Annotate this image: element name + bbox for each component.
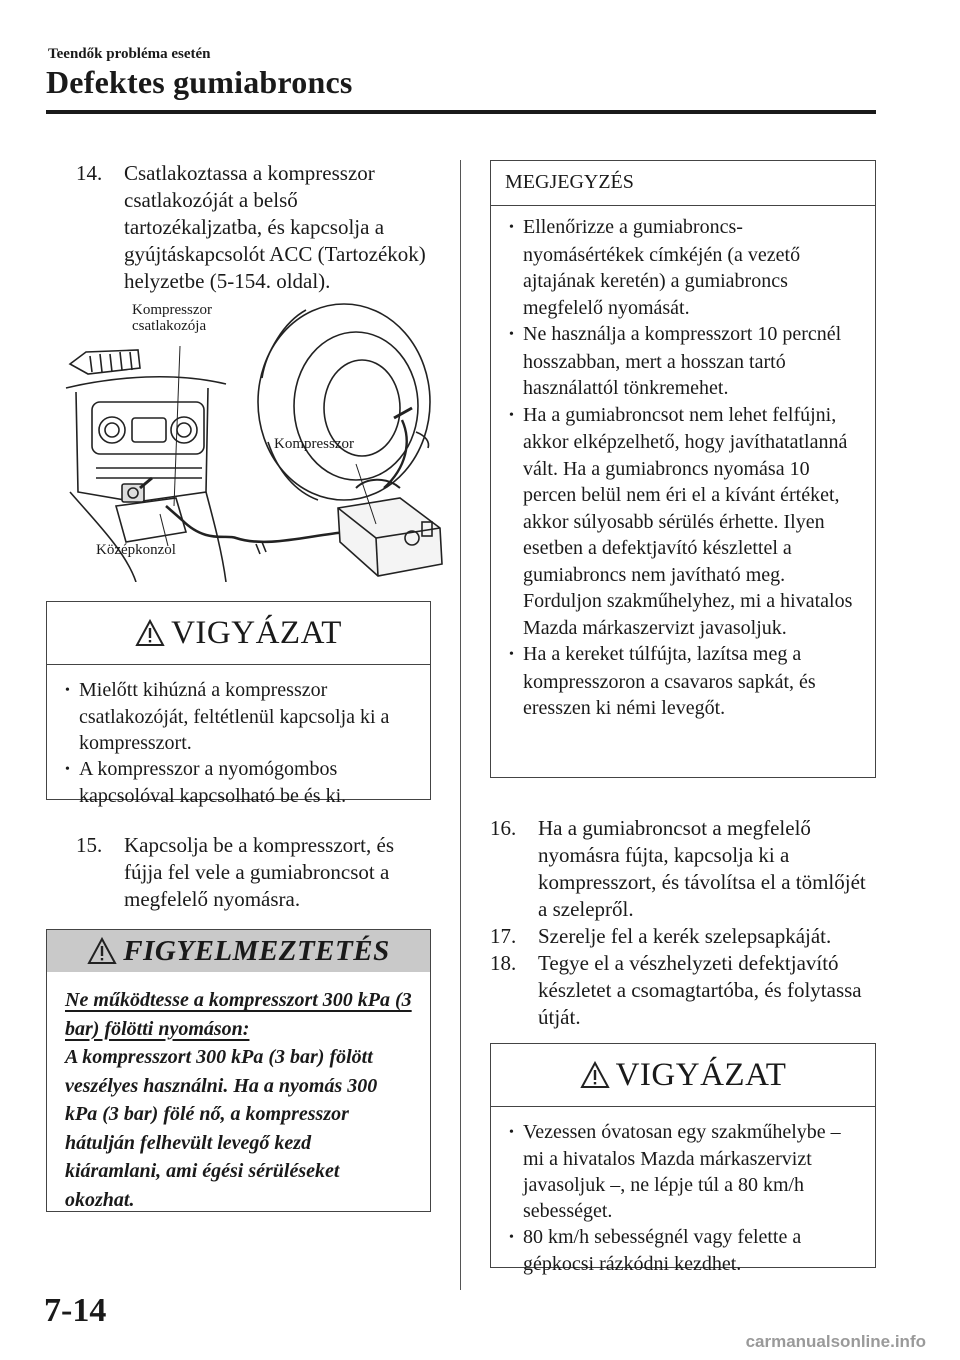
label-connector-line1: Kompresszor [132,302,212,318]
page-title: Defektes gumiabroncs [46,64,353,100]
list-item: • 80 km/h sebességnél vagy felette a gépkocsi rázkódni kezdhet. [509,1226,802,1275]
warning-triangle-icon [135,619,165,647]
warning-triangle-icon [87,937,117,965]
step-text: Kapcsolja be a kompresszort, és fújja fel vele a gumiabroncsot a megfelelő nyomásra. [124,833,394,911]
step-16 [490,815,876,923]
step-number: 16. [490,816,517,840]
step-number: 14. [76,161,103,185]
list-item: • Ha a gumiabroncsot nem lehet felfújni, akkor elképzelhető, hogy javíthatatlanná vált. Ha a gumiabroncs nyomása 10 percen belül nem éri el a kívánt értéket, akkor súlyosabb sérülés érhette. Ilyen esetben a defektjavító készlettel a gumiabroncs nem javítható meg. Forduljon szakműhelyhez, mi a hivatalos Mazda márkaszervizt javasoljuk. [509,403,853,639]
list-item: • Ha a kereket túlfújta, lazítsa meg a kompresszoron a csavaros sapkát, és eresszen ki némi levegőt. [509,643,816,719]
step-18 [490,950,876,1031]
step-15 [76,832,436,913]
list-item: • Ne használja a kompresszort 10 percnél hosszabban, mert a hosszan tartó használattól tönkremehet. [509,323,842,399]
step-text: Csatlakoztassa a kompresszor csatlakozóját a belső tartozékaljzatba, és kapcsolja a gyújtáskapcsolót ACC (Tartozékok) helyzetbe (5-154. oldal). [124,161,426,293]
list-item: • Vezessen óvatosan egy szakműhelybe – mi a hivatalos Mazda márkaszervizt javasoljuk –, ne lépje túl a 80 km/h sebességet. [509,1121,841,1222]
step-14 [76,160,436,295]
right-steps [490,815,876,1031]
left-column [76,160,436,295]
warning-triangle-icon [580,1061,610,1089]
caution-header [47,602,430,664]
label-connector-line2: csatlakozója [132,318,207,334]
caution-body [491,1107,875,1291]
caution-box-2 [490,1043,876,1275]
caution-header [491,1044,875,1106]
compressor-drawing [56,292,446,582]
label-center-console: Középkonzol [96,542,176,558]
note-title: MEGJEGYZÉS [505,171,634,193]
step-number: 15. [76,833,103,857]
watermark: carmanualsonline.info [745,1332,926,1351]
caution-title: VIGYÁZAT [171,614,342,651]
page-number: 7-14 [44,1292,107,1329]
step-number: 17. [490,924,517,948]
warning-subtitle: Ne működtesse a kompresszort 300 kPa (3 bar) fölötti nyomáson: [65,989,412,1040]
header-rule [46,110,876,114]
label-compressor: Kompresszor [274,436,354,452]
note-box [490,160,876,778]
step-text: Ha a gumiabroncsot a megfelelő nyomásra fújta, kapcsolja ki a kompresszort, és távolítsa el a tömlőjét a szelepről. [538,816,866,921]
section-name: Teendők probléma esetén [48,46,211,62]
caution-body [47,665,430,823]
list-item: • Mielőtt kihúzná a kompresszor csatlakozóját, feltétlenül kapcsolja ki a kompresszort. [65,679,390,754]
warning-box [46,929,431,1212]
step-17 [490,923,876,950]
left-column-lower [76,832,436,913]
list-item: • Ellenőrizze a gumiabroncs-nyomásértékek címkéjén (a vezető ajtajának keretén) a gumiabroncs megfelelő nyomását. [509,216,801,319]
list-item: • A kompresszor a nyomógombos kapcsolóval kapcsolható be és ki. [65,758,347,807]
compressor-illustration [56,292,446,582]
step-text: Tegye el a vészhelyzeti defektjavító készletet a csomagtartóba, és folytassa útját. [538,951,862,1029]
step-text: Szerelje fel a kerék szelepsapkáját. [538,924,832,948]
warning-text: A kompresszort 300 kPa (3 bar) fölött veszélyes használni. Ha a nyomás 300 kPa (3 bar) fölé nő, a kompresszor hátulján felhevült levegő kezd kiáramlani, ami égési sérüléseket okozhat. [65,1046,378,1211]
note-body [491,206,875,734]
caution-box-1 [46,601,431,807]
column-divider [460,160,461,1290]
caution-title: VIGYÁZAT [615,1056,787,1093]
warning-header [47,930,430,972]
step-number: 18. [490,951,517,975]
warning-title: FIGYELMEZTETÉS [123,934,390,967]
warning-body [47,972,430,1228]
